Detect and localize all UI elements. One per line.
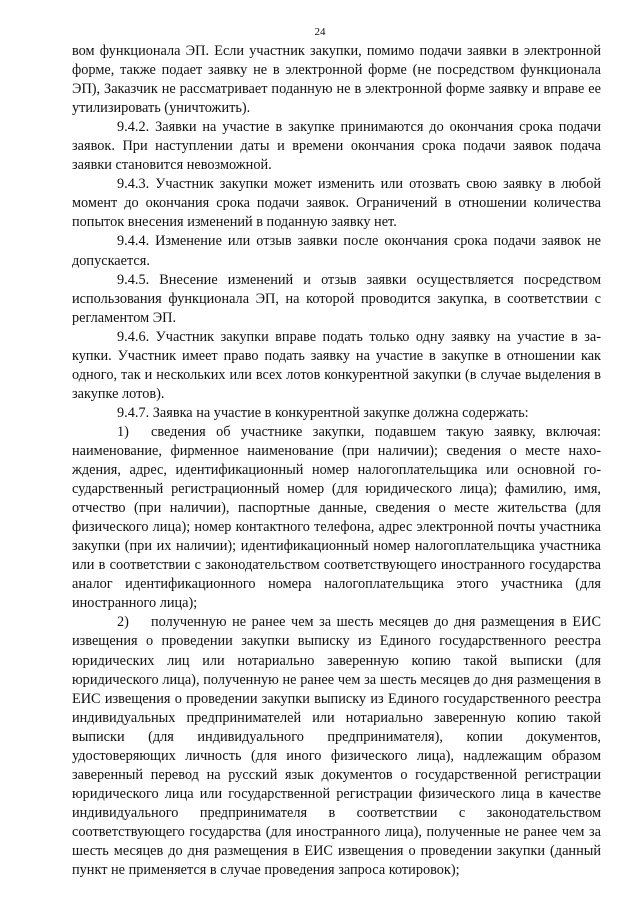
paragraph-9-4-7: 9.4.7. Заявка на участие в конкурентной закупке должна содержать:	[117, 404, 529, 421]
paragraph-9-4-2: 9.4.2. Заявки на участие в закупке принимаются до окончания срока подачи заявок. При наступлении даты и времени окончания срока подачи заявок подача заявки становится невозможной.	[72, 119, 601, 174]
list-item-number: 2)	[117, 614, 129, 631]
document-body	[72, 42, 601, 880]
list-item-text: сведения об участнике закупки, подавшем такую заявку, включая: наименование, фирменное наименование (при наличии); сведения о месте нахождения, адрес, идентификационный номер налогоплательщика или основной государственный регистрационный номер (для юридического лица); фамилию, имя, отчество (при наличии), паспортные данные, сведения о месте жительства (для физического лица); номер контактного телефона, адрес электронной почты участника закупки (при их наличии); идентификационный номер налогоплательщика участника или в соответствии с законодательством соответствующего иностранного государства аналог идентификационного номера налогоплательщика этого участника (для иностранного лица);	[72, 423, 601, 612]
list-item-2	[72, 613, 601, 880]
paragraph-9-4-6: 9.4.6. Участник закупки вправе подать только одну заявку на участие в закупки. Участник имеет право подать заявку на участие в закупке в отношении как одного, так и нескольких или всех лотов конкурентной закупки (в случае выделения в закупке лотов).	[72, 328, 601, 402]
list-item-1	[72, 423, 601, 613]
list-item-number: 1)	[117, 423, 129, 440]
paragraph-continuation: вом функционала ЭП. Если участник закупки, помимо подачи заявки в электронной форме, также подает заявку не в электронной форме (не посредством функционала ЭП), Заказчик не рассматривает поданную не в электронной форме заявку и вправе ее утилизировать (уничтожить).	[72, 43, 601, 117]
list-item-text: полученную не ранее чем за шесть месяцев до дня размещения в ЕИС извещения о проведении закупки выписку из Единого государственного реестра юридических лиц или нотариально заверенную копию такой выписки (для юридического лица), полученную не ранее чем за шесть месяцев до дня размещения в ЕИС извещения о проведении закупки выписку из Единого государственного реестра индивидуальных предпринимателей или нотариально заверенную копию такой выписки (для индивидуального предпринимателя), копии документов, удостоверяющих личность (для иного физического лица), надлежащим образом заверенный перевод на русский язык документов о государственной регистрации юридического лица или государственной регистрации физического лица в качестве индивидуального предпринимателя в соответствии с законодательством соответствующего государства (для иностранного лица), полученные не ранее чем за шесть месяцев до дня размещения в ЕИС извещения о проведении закупки (данный пункт не применяется в случае проведения запроса котировок);	[72, 614, 601, 879]
paragraph-9-4-3: 9.4.3. Участник закупки может изменить или отозвать свою заявку в любой момент до окончания срока подачи заявок. Ограничений в отношении количества попыток внесения изменений в поданную заявку нет.	[72, 176, 601, 231]
page-number: 24	[314, 26, 326, 38]
paragraph-9-4-4: 9.4.4. Изменение или отзыв заявки после окончания срока подачи заявок не допускается.	[72, 233, 601, 269]
paragraph-9-4-5: 9.4.5. Внесение изменений и отзыв заявки осуществляется посредством использования функционала ЭП, на которой проводится закупка, в соответствии с регламентом ЭП.	[72, 271, 601, 326]
